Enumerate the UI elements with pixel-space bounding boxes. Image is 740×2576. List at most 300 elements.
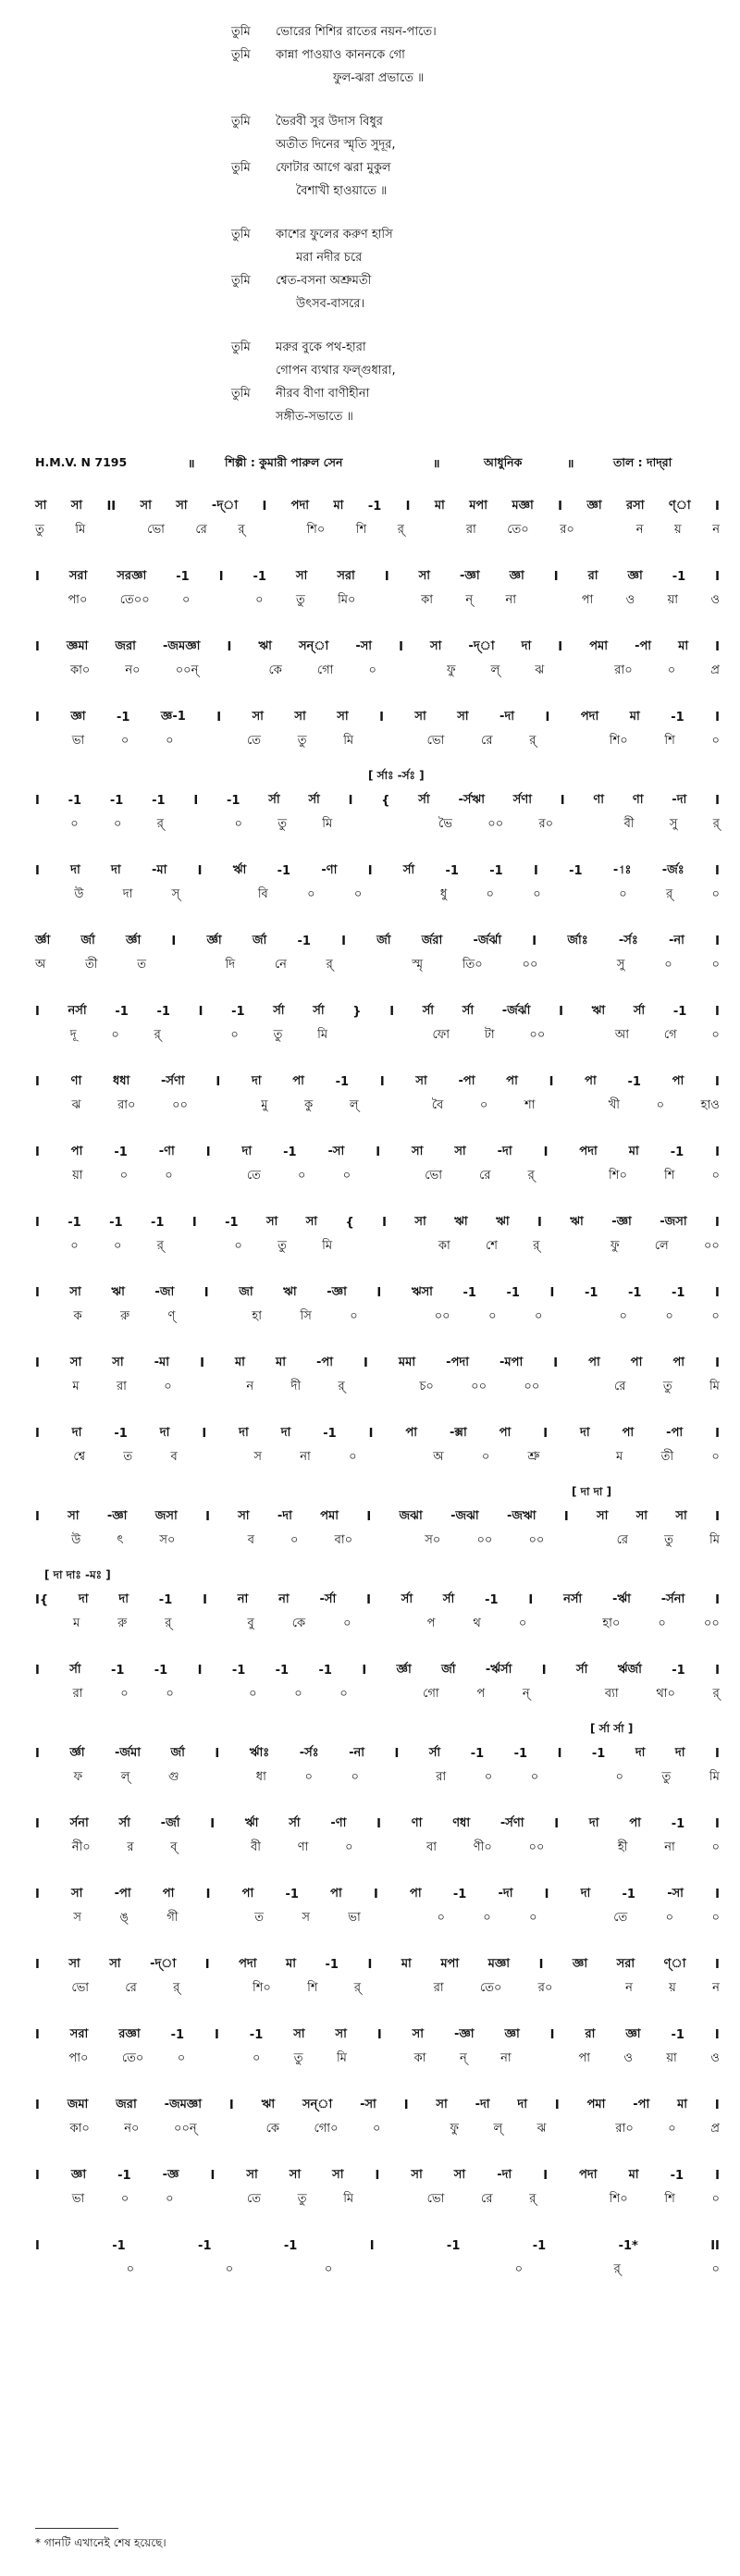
lyric-syllable: ০ [298, 1168, 306, 1183]
note-symbol: সা [418, 568, 430, 583]
lyric-syllable: শি [355, 522, 367, 537]
lyric-syllable: ০০ [524, 1379, 540, 1393]
note-symbol: I [376, 1145, 381, 1159]
lyric-syllable: ফো [432, 1027, 450, 1042]
lyric-syllable: ০ [619, 1308, 627, 1323]
lyric-syllable: ০০ [172, 1097, 188, 1112]
note-symbol: I [35, 1356, 40, 1370]
note-symbol: মা [333, 498, 344, 513]
note-symbol: সা [415, 1073, 427, 1088]
note-symbol: সা [414, 709, 426, 724]
note-symbol: -1* [618, 2238, 638, 2253]
lyric-line [231, 336, 712, 359]
lyric-syllable: ০ [518, 1616, 527, 1630]
note-symbol: -1 [622, 1887, 635, 1901]
lyric-syllable: ত [123, 1449, 133, 1464]
lyric-syllable: ০ [664, 957, 672, 972]
lyric-line [231, 246, 712, 269]
note-symbol: -1 [117, 2168, 131, 2183]
syllable-line [35, 518, 720, 542]
lyric-syllable: ণ্ [167, 1308, 176, 1323]
note-symbol: মা [628, 1144, 639, 1158]
note-symbol: পা [585, 1073, 597, 1088]
lyric-syllable: থা০ [656, 1686, 675, 1701]
note-symbol: I [205, 1887, 211, 1901]
lyric-syllable: ভৈ [438, 816, 452, 831]
note-symbol: II [710, 2238, 720, 2253]
note-symbol: -1 [670, 2168, 684, 2183]
note-symbol: -র্সণা [161, 1073, 185, 1088]
lyric-syllable: ০ [165, 1168, 173, 1183]
lyric-syllable: ল্ [349, 1097, 359, 1112]
note-symbol: দা [159, 1425, 170, 1440]
note-symbol: দা [251, 1073, 262, 1088]
lyric-syllable: ম [73, 1616, 80, 1630]
note-symbol: -না [349, 1745, 365, 1760]
lyric-line [231, 223, 712, 246]
lyric-syllable: ম [616, 1449, 623, 1464]
syllable-line [35, 659, 720, 683]
lyric-syllable: রে [481, 2191, 493, 2206]
footnote: * গানটি এখানেই শেষ হয়েছে। [35, 2536, 166, 2549]
note-symbol: সা [293, 2026, 305, 2041]
note-symbol: র্সনা [69, 1815, 89, 1830]
note-symbol: ঋা [496, 1214, 510, 1229]
lyric-syllable: ধু [439, 886, 448, 901]
note-symbol: পা [330, 1886, 342, 1901]
note-symbol: -র্জর্ঝা [473, 933, 502, 947]
note-symbol: I [204, 1285, 209, 1300]
lyric-syllable: ৎ [117, 1532, 124, 1547]
notation-line [35, 2234, 720, 2258]
lyric-syllable: র্ [712, 1686, 720, 1701]
note-symbol: মপা [469, 498, 488, 513]
note-symbol: নর্সা [563, 1591, 583, 1606]
lyric-syllable: ০ [120, 733, 130, 748]
note-symbol: -1 [115, 1004, 129, 1019]
lyric-prefix: তুমি [231, 228, 251, 242]
note-symbol: র্জ্ঞা [35, 933, 51, 947]
syllable-line [35, 1234, 720, 1258]
note-symbol: জ্ঞমা [66, 638, 89, 653]
note-symbol: -র্ঋর্সা [485, 1662, 512, 1677]
lyric-syllable: মি [343, 2191, 354, 2206]
lyric-syllable: ০ [711, 1308, 720, 1323]
lyric-syllable: পা [578, 2050, 591, 2065]
note-symbol: জঝা [399, 1508, 423, 1523]
lyric-syllable: বি [257, 886, 268, 901]
note-symbol: সরা [337, 568, 355, 583]
note-symbol: I [549, 1074, 554, 1089]
lyric-text: অতীত দিনের স্মৃতি সুদূর, [276, 138, 396, 152]
lyric-syllable: ণা [297, 1839, 309, 1854]
note-symbol: পমা [320, 1508, 339, 1523]
note-symbol: I [204, 1957, 210, 1972]
note-symbol: ণ্‌া [663, 1956, 686, 1971]
lyric-text: মরুর বুকে পথ-হারা [276, 341, 366, 354]
notation-block [35, 1066, 720, 1125]
note-symbol: -1 [297, 934, 311, 948]
note-symbol: ধধা [112, 1073, 130, 1088]
lyric-syllable: তু [295, 592, 305, 607]
lyric-syllable: র্ [529, 733, 536, 748]
note-symbol: I [545, 710, 550, 724]
lyric-syllable: ০ [488, 1308, 497, 1323]
note-symbol: I [560, 793, 565, 808]
lyric-syllable: সি [300, 1308, 312, 1323]
note-symbol: I [367, 863, 373, 878]
repeat-bracket: [ দা দা ] [572, 1485, 612, 1498]
lyric-syllable: ণী০ [473, 1839, 492, 1854]
lyric-syllable: ০ [119, 1168, 129, 1183]
note-symbol: -1 [277, 863, 291, 878]
note-symbol: -দা [277, 1508, 292, 1523]
note-symbol: র্ঋা [232, 862, 247, 877]
lyric-syllable: ন্ [522, 1686, 530, 1701]
notation-block [35, 490, 720, 550]
notation-block [35, 1277, 720, 1336]
lyric-line [231, 20, 712, 43]
lyric-syllable: ০ [290, 1532, 299, 1547]
note-symbol: I [715, 1074, 720, 1089]
syllable-line [35, 729, 720, 753]
note-symbol: মা [234, 1355, 245, 1369]
syllable-line [35, 2117, 720, 2141]
note-symbol: I [348, 793, 353, 808]
note-symbol: -জমজ্ঞা [162, 638, 201, 653]
lyric-syllable: ০ [353, 886, 363, 901]
note-symbol: র্সা [402, 862, 415, 877]
note-symbol: র্সা [462, 1003, 475, 1018]
notation-line [35, 2023, 720, 2047]
lyric-syllable: পা [581, 592, 594, 607]
lyric-syllable: মি [322, 1238, 333, 1253]
note-symbol: -দা [475, 2097, 490, 2112]
note-symbol: রসা [625, 498, 645, 513]
lyric-syllable: কা০ [69, 2121, 90, 2136]
lyric-syllable: মি০ [338, 592, 356, 607]
lyric-syllable: ০ [255, 592, 264, 607]
note-symbol: -1 [109, 793, 124, 808]
note-symbol: -জমজ্ঞা [164, 2097, 203, 2112]
note-symbol: -1 [335, 1074, 350, 1089]
notation-line [35, 1588, 720, 1612]
lyric-syllable: র্ [533, 1238, 540, 1253]
note-symbol: I [364, 1356, 368, 1370]
lyric-syllable: তু [664, 1532, 673, 1547]
note-symbol: মা [628, 2167, 639, 2182]
lyric-syllable: ০ [529, 1910, 537, 1925]
lyric-syllable: ত [137, 957, 147, 972]
note-symbol: I [563, 1509, 569, 1524]
lyric-syllable: ভো [425, 1168, 442, 1183]
lyric-prefix: তুমি [231, 48, 251, 62]
note-symbol: I [714, 2027, 720, 2042]
note-symbol: I [714, 1816, 720, 1831]
note-symbol: I [549, 2027, 555, 2042]
note-symbol: I [35, 2027, 40, 2042]
lyric-text: ভৈরবী সুর উদাস বিধুর [276, 115, 383, 129]
note-symbol: I [715, 1426, 720, 1441]
syllable-line [35, 1836, 720, 1860]
lyric-syllable: তে [246, 733, 261, 748]
note-symbol: -র্সণা [500, 1815, 524, 1830]
lyric-syllable: আ [614, 1027, 630, 1042]
note-symbol: I [715, 1509, 720, 1524]
lyric-syllable: ০ [234, 1238, 242, 1253]
note-symbol: -1 [150, 1215, 165, 1230]
note-symbol: -1 [671, 710, 684, 724]
notation-line [35, 929, 720, 953]
note-symbol: পা [630, 1355, 643, 1369]
note-symbol: মমা [398, 1355, 416, 1369]
note-symbol: সন্‌া [302, 2097, 333, 2112]
note-symbol: I [714, 1004, 720, 1019]
lyric-line [231, 405, 712, 428]
note-symbol: I [553, 569, 559, 584]
note-symbol: I [191, 1215, 197, 1230]
lyric-syllable: ০ [665, 1308, 673, 1323]
lyric-syllable: বা [426, 1839, 438, 1854]
repeat-bracket: [ র্সা র্সা ] [590, 1722, 634, 1735]
note-symbol: I [35, 1887, 40, 1901]
note-symbol: র্সা [633, 1003, 646, 1018]
lyric-text: নীরব বীণা বাণীহীনা [276, 387, 370, 401]
lyric-text: বৈশাখী হাওয়াতে ॥ [296, 184, 388, 198]
note-symbol: I [35, 1074, 40, 1089]
lyric-syllable: ভা [71, 2191, 85, 2206]
note-symbol: র্সা [418, 792, 430, 807]
note-symbol: র্সা [118, 1815, 130, 1830]
lyric-syllable: তু [278, 1238, 287, 1253]
note-symbol: I [543, 2168, 549, 2183]
note-symbol: -না [668, 933, 684, 947]
lyric-syllable: ০ [294, 1686, 302, 1701]
note-symbol: সা [675, 1508, 687, 1523]
note-symbol: I [35, 1957, 40, 1972]
note-symbol: দা [78, 1591, 89, 1606]
lyric-syllable: ০ [711, 1839, 720, 1854]
note-symbol: I [200, 1356, 204, 1370]
notation-block [35, 1568, 720, 1643]
lyric-syllable: তু [35, 522, 44, 537]
lyric-syllable: শি০ [609, 1168, 627, 1183]
lyric-prefix: তুমি [231, 115, 251, 129]
note-symbol: I [215, 1746, 220, 1761]
lyric-syllable: ০ [711, 2261, 720, 2276]
record-header [35, 455, 720, 479]
lyric-syllable: ব [247, 1532, 254, 1547]
lyric-syllable: নী০ [71, 1839, 91, 1854]
lyric-syllable: তে [246, 2191, 261, 2206]
note-symbol: জসা [154, 1508, 178, 1523]
lyric-syllable: ০ [668, 2121, 676, 2136]
note-symbol: -1 [671, 1816, 685, 1831]
note-symbol: I [715, 499, 720, 514]
note-symbol: I [379, 710, 384, 724]
lyric-syllable: শি [664, 2191, 675, 2206]
lyric-syllable: ভা [348, 1910, 361, 1925]
notation-block [35, 769, 720, 844]
syllable-line [35, 1529, 720, 1553]
syllable-line [35, 2187, 720, 2211]
note-symbol: দা [111, 862, 121, 877]
lyric-syllable: মি [75, 522, 86, 537]
lyric-syllable: ও [710, 2050, 720, 2065]
lyric-syllable: কে [291, 1616, 306, 1630]
lyric-syllable: রা [436, 1769, 447, 1784]
note-symbol: -1 [367, 499, 382, 514]
lyric-syllable: ন [625, 1980, 633, 1995]
lyric-syllable: ন [712, 522, 720, 537]
lyric-syllable: ন্ [465, 592, 474, 607]
note-symbol: -জঋা [507, 1508, 536, 1523]
note-symbol: I [367, 1957, 373, 1972]
note-symbol: পা [405, 1425, 418, 1440]
note-symbol: পদা [290, 498, 310, 513]
note-symbol: -দ্‌া [468, 638, 495, 653]
notation-block [35, 1418, 720, 1477]
lyric-syllable: ০০ [487, 816, 504, 831]
note-symbol: -র্জর্ঝা [501, 1003, 531, 1018]
lyric-syllable: র্ [353, 1980, 362, 1995]
lyric-syllable: শি [307, 1980, 318, 1995]
note-symbol: সা [69, 1284, 81, 1299]
note-symbol: র্সা [69, 1662, 81, 1677]
note-symbol: -1 [446, 2238, 461, 2253]
syllable-line [35, 1976, 720, 2000]
lyric-syllable: ০০ [471, 1379, 487, 1393]
lyric-syllable: মি [317, 1027, 328, 1042]
lyric-syllable: রে [125, 1980, 137, 1995]
lyric-syllable: র্ [712, 816, 720, 831]
note-symbol: জ্ঞা [504, 2026, 520, 2041]
note-symbol: -1 [253, 569, 266, 584]
lyric-syllable: ল্ [493, 2121, 503, 2136]
note-symbol: -জ্ঞা [459, 568, 480, 583]
lyric-syllable: কে [268, 663, 282, 677]
note-symbol: -1 [283, 1145, 297, 1159]
lyric-syllable: মি [336, 2050, 347, 2065]
note-symbol: I{ [35, 1592, 49, 1607]
note-symbol: সা [265, 1214, 278, 1229]
note-symbol: -জা [154, 1284, 175, 1299]
lyric-syllable: র০ [538, 816, 554, 831]
notation-block [35, 996, 720, 1055]
lyric-syllable: ঝ [535, 663, 545, 677]
note-symbol: র্জরা [421, 933, 443, 947]
note-symbol: -মা [154, 1355, 170, 1369]
note-symbol: I [202, 1426, 207, 1441]
syllable-line [35, 1906, 720, 1930]
lyric-syllable: য় [669, 1980, 676, 1995]
notation-block [35, 1347, 720, 1406]
lyric-syllable: ন্ [459, 2050, 467, 2065]
note-symbol: I [715, 710, 720, 724]
lyric-line [231, 110, 712, 133]
note-symbol: সা [109, 1956, 121, 1971]
note-symbol: পদা [580, 709, 599, 724]
notation-line [35, 1952, 720, 1976]
note-symbol: পা [292, 1073, 304, 1088]
note-symbol: I [375, 2168, 380, 2183]
note-symbol: -1 [249, 2027, 264, 2042]
note-symbol: I [35, 639, 40, 654]
syllable-line [35, 588, 720, 613]
lyric-syllable: ঙ্ [119, 1910, 129, 1925]
lyric-syllable: ০ [339, 1686, 348, 1701]
lyric-syllable: র০ [560, 522, 574, 537]
lyric-syllable: ০ [368, 663, 376, 677]
note-symbol: ণা [593, 792, 605, 807]
notation-line [35, 1658, 720, 1682]
lyric-syllable: শ্বে [73, 1449, 86, 1464]
lyric-syllable: কা [421, 592, 434, 607]
lyric-syllable: ০ [230, 1027, 239, 1042]
note-symbol: I [35, 1663, 40, 1678]
lyric-syllable: স [73, 1910, 81, 1925]
lyric-syllable: ন [635, 522, 644, 537]
note-symbol: র্সা [308, 792, 320, 807]
notation-line [35, 635, 720, 659]
lyric-syllable: স্মৃ [412, 957, 424, 972]
note-symbol: পা [506, 1073, 518, 1088]
note-symbol: নর্সা [68, 1003, 87, 1018]
lyric-syllable: গে [663, 1027, 677, 1042]
repeat-bracket: [ দা দাঃ -মঃ ] [44, 1568, 111, 1581]
note-symbol: সা [238, 1508, 250, 1523]
note-symbol: জ্ঞ-1 [160, 709, 186, 724]
notation-block [35, 1207, 720, 1266]
note-symbol: I [197, 1663, 203, 1678]
notation-line [35, 788, 720, 812]
lyric-syllable: রে [195, 522, 207, 537]
note-symbol: -1 [325, 1957, 339, 1972]
note-symbol: সা [112, 1355, 124, 1369]
note-symbol: -জ্ঞা [453, 2026, 475, 2041]
lyric-syllable: ০ [111, 1027, 119, 1042]
note-symbol: I [544, 1887, 549, 1901]
syllable-line [35, 2047, 720, 2071]
note-symbol: র্সা [428, 1745, 441, 1760]
lyric-syllable: খী [608, 1097, 620, 1112]
note-symbol: -সা [327, 1144, 345, 1158]
note-symbol: জ্ঞা [586, 498, 602, 513]
note-symbol: দা [521, 638, 532, 653]
note-symbol: I [171, 934, 177, 948]
notation-line [35, 1351, 720, 1375]
lyric-syllable: ম [72, 1379, 80, 1393]
note-symbol: -1 [156, 1004, 170, 1019]
lyric-syllable: ক [73, 1308, 82, 1323]
lyric-syllable: রে [479, 1168, 491, 1183]
note-symbol: সা [305, 1214, 318, 1229]
lyric-syllable: র্ [154, 1027, 161, 1042]
note-symbol: I [35, 1215, 40, 1230]
note-symbol: I [389, 1004, 395, 1019]
note-symbol: -জ্ঞা [327, 1284, 347, 1299]
lyric-syllable: ০ [658, 1616, 666, 1630]
lyric-syllable: স [253, 1449, 262, 1464]
note-symbol: -র্সঃ [299, 1745, 319, 1760]
note-symbol: I [35, 569, 40, 584]
note-symbol: সন্‌া [298, 638, 329, 653]
lyric-syllable: ন০ [124, 2121, 140, 2136]
note-symbol: I [715, 1592, 720, 1607]
syllable-line [35, 1682, 720, 1706]
note-symbol: সা [412, 1144, 424, 1158]
lyric-syllable: তে০ [121, 2050, 144, 2065]
